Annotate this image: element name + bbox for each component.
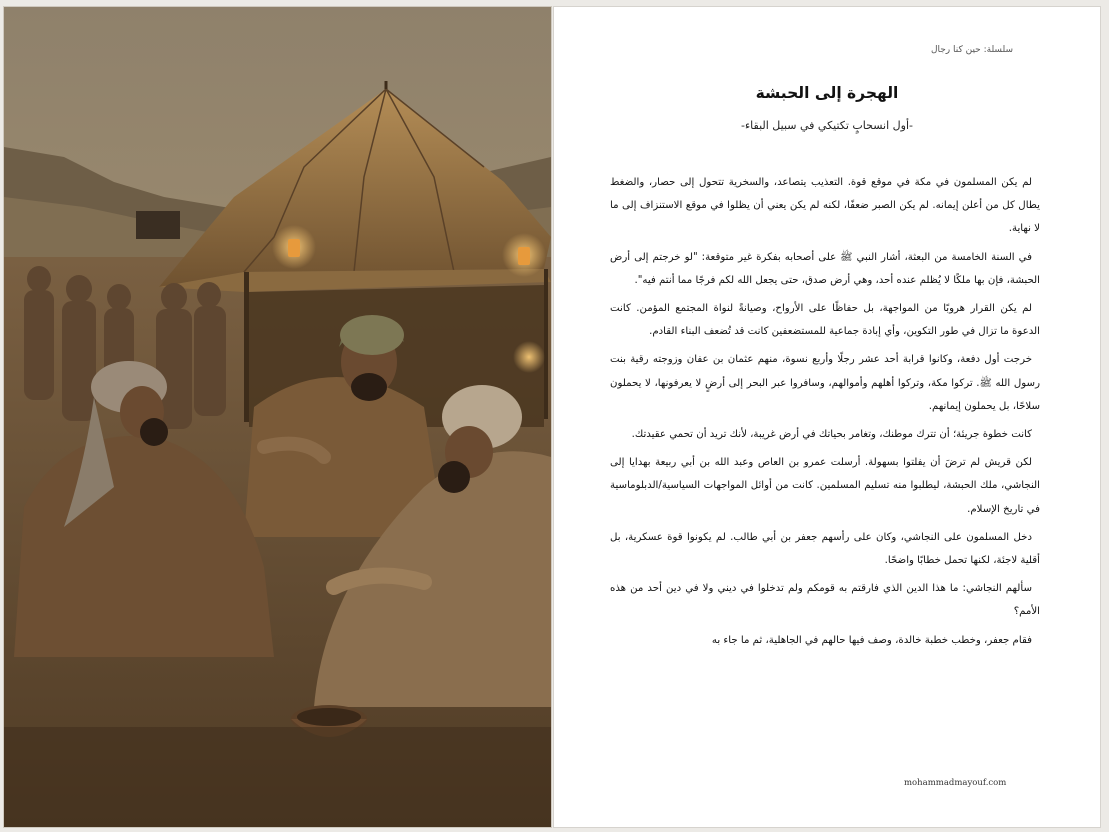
paragraph: خرجت أول دفعة، وكانوا قرابة أحد عشر رجلًا وأربع نسوة، منهم عثمان بن عفان وزوجته رقية بنت رسول الله ﷺ. تركوا مكة، وتركوا أهلهم وأموالهم، وسافروا عبر البحر إلى أرضٍ لا يعرفونها، لا يحملون سلاحًا، بل يحملون إيمانهم. <box>610 354 1040 412</box>
footer-url: mohammadmayouf.com <box>904 778 1007 788</box>
paragraph: لكن قريش لم ترضَ أن يفلتوا بسهولة. أرسلت عمرو بن العاص وعبد الله بن أبي ربيعة بهدايا إلى النجاشي، ملك الحبشة، ليطلبوا منه تسليم المسلمين. كانت من أوائل المواجهات السياسية/الدبلوماسية في تاريخ الإسلام. <box>610 457 1040 515</box>
paragraph: في السنة الخامسة من البعثة، أشار النبي ﷺ على أصحابه بفكرة غير متوقعة: "لو خرجتم إلى أرض الحبشة، فإن بها ملكًا لا يُظلم عنده أحد، وهي أرض صدق، حتى يجعل الله لكم فرجًا مما أنتم فيه". <box>610 251 1040 286</box>
illustration-page <box>3 6 552 828</box>
paragraph: دخل المسلمون على النجاشي، وكان على رأسهم جعفر بن أبي طالب. لم يكونوا قوة عسكرية، بل أقلية لاجئة، لكنها تحمل خطابًا واضحًا. <box>610 531 1040 567</box>
body-text <box>610 171 1040 657</box>
lantern-right <box>518 247 530 265</box>
paragraph: سألهم النجاشي: ما هذا الدين الذي فارقتم به قومكم ولم تدخلوا في ديني ولا في دين أحد من هذه الأمم؟ <box>610 583 1040 618</box>
running-head: سلسلة: حين كنا رجال <box>930 45 1013 55</box>
paragraph: فقام جعفر، وخطب خطبة خالدة، وصف فيها حالهم في الجاهلية، ثم ما جاء به <box>711 634 1032 646</box>
distant-building <box>136 211 180 239</box>
chapter-title: الهجرة إلى الحبشة <box>755 84 899 102</box>
text-page <box>553 6 1101 828</box>
lantern-left <box>288 239 300 257</box>
paragraph: كانت خطوة جريئة؛ أن تترك موطنك، وتغامر بحياتك في أرض غريبة، لأنك تريد أن تحمي عقيدتك. <box>631 429 1032 441</box>
paragraph: لم يكن المسلمون في مكة في موقع قوة. التعذيب يتصاعد، والسخرية تتحول إلى حصار، والضغط يطال كل من أعلن إيمانه. لم يكن الصبر ضعفًا، لكنه لم يكن يعني أن يظلوا في موقع الاستنزاف إلى ما لا نهاية. <box>610 177 1040 235</box>
chapter-subtitle: -أول انسحابٍ تكتيكي في سبيل البقاء- <box>741 119 913 132</box>
migration-illustration <box>4 7 551 827</box>
paragraph: لم يكن القرار هروبًا من المواجهة، بل حفاظًا على الأرواح، وصيانةً لنواة المجتمع المؤمن. كانت الدعوة ما تزال في طور التكوين، وأي إبادة جماعية للمستضعفين كانت قد تُضعف البناء القادم. <box>610 303 1040 338</box>
